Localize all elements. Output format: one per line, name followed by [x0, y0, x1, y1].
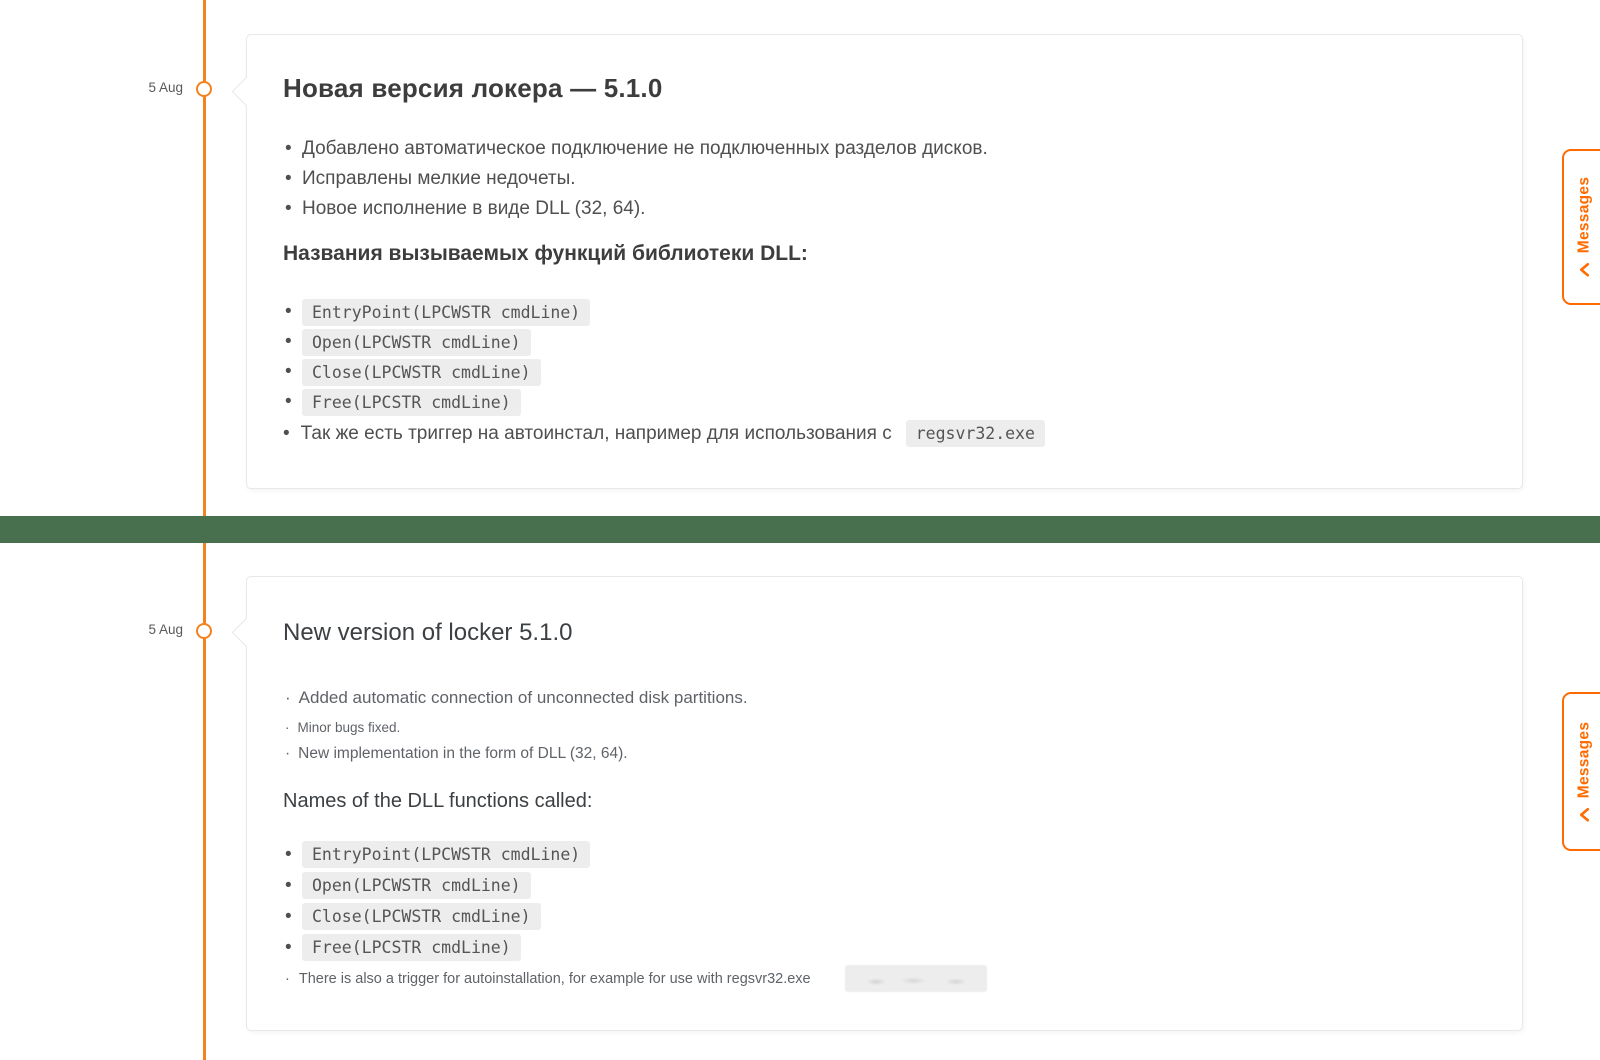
code-pill: • EntryPoint(LPCWSTR cmdLine): [302, 841, 590, 868]
card-notch: [232, 77, 262, 107]
messages-tab[interactable]: [1562, 149, 1600, 305]
list-item: • Добавлено автоматическое подключение не подключенных разделов дисков.: [283, 134, 988, 164]
list-item: · Minor bugs fixed.: [285, 718, 400, 738]
card-title: New version of locker 5.1.0: [283, 619, 573, 646]
code-pill: • Close(LPCWSTR cmdLine): [302, 359, 541, 386]
code-pill: • Open(LPCWSTR cmdLine): [302, 329, 531, 356]
timeline-marker-icon: [196, 623, 212, 639]
trigger-text: • Так же есть триггер на автоинстал, например для использования с: [300, 422, 892, 444]
section-divider: [0, 516, 1600, 543]
redacted-code-pill: [845, 965, 987, 992]
trigger-text: · There is also a trigger for autoinstallation, for example for use with regsvr32.exe: [298, 970, 811, 987]
list-item: [283, 387, 590, 417]
code-pill: • Open(LPCWSTR cmdLine): [302, 872, 531, 899]
code-pill: • Free(LPCSTR cmdLine): [302, 934, 521, 961]
code-pill: • EntryPoint(LPCWSTR cmdLine): [302, 299, 590, 326]
code-pill: • Close(LPCWSTR cmdLine): [302, 903, 541, 930]
bullet-list: [283, 134, 988, 224]
list-item: [283, 870, 590, 901]
timeline-marker-icon: [196, 81, 212, 97]
list-item: [283, 327, 590, 357]
list-item: · New implementation in the form of DLL (32, 64).: [285, 743, 628, 765]
list-item: [283, 297, 590, 327]
messages-tab-label: Messages: [1575, 721, 1593, 798]
list-item: [283, 839, 590, 870]
code-list: [283, 839, 590, 963]
code-pill: regsvr32.exe: [906, 420, 1045, 447]
changelog-card-ru: [246, 34, 1523, 489]
card-notch: [232, 618, 262, 648]
changelog-card-en: [246, 576, 1523, 1031]
messages-tab-label: Messages: [1575, 176, 1593, 254]
messages-tab[interactable]: [1562, 692, 1600, 851]
chevron-up-icon: [1579, 262, 1589, 277]
timeline-date: 5 Aug: [148, 80, 183, 95]
card-subheading: Names of the DLL functions called:: [283, 790, 593, 812]
card-subheading: Названия вызываемых функций библиотеки DLL:: [283, 242, 808, 265]
list-item: [283, 357, 590, 387]
list-item: [283, 932, 590, 963]
trigger-note: [285, 965, 987, 992]
code-pill: • Free(LPCSTR cmdLine): [302, 389, 521, 416]
list-item: • Исправлены мелкие недочеты.: [283, 164, 988, 194]
chevron-up-icon: [1579, 807, 1589, 822]
trigger-note: [283, 420, 1045, 447]
code-list: [283, 297, 590, 417]
timeline-date: 5 Aug: [148, 622, 183, 637]
card-title: Новая версия локера — 5.1.0: [283, 73, 663, 103]
list-item: [283, 901, 590, 932]
list-item: · Added automatic connection of unconnected disk partitions.: [285, 686, 748, 710]
list-item: • Новое исполнение в виде DLL (32, 64).: [283, 194, 988, 224]
